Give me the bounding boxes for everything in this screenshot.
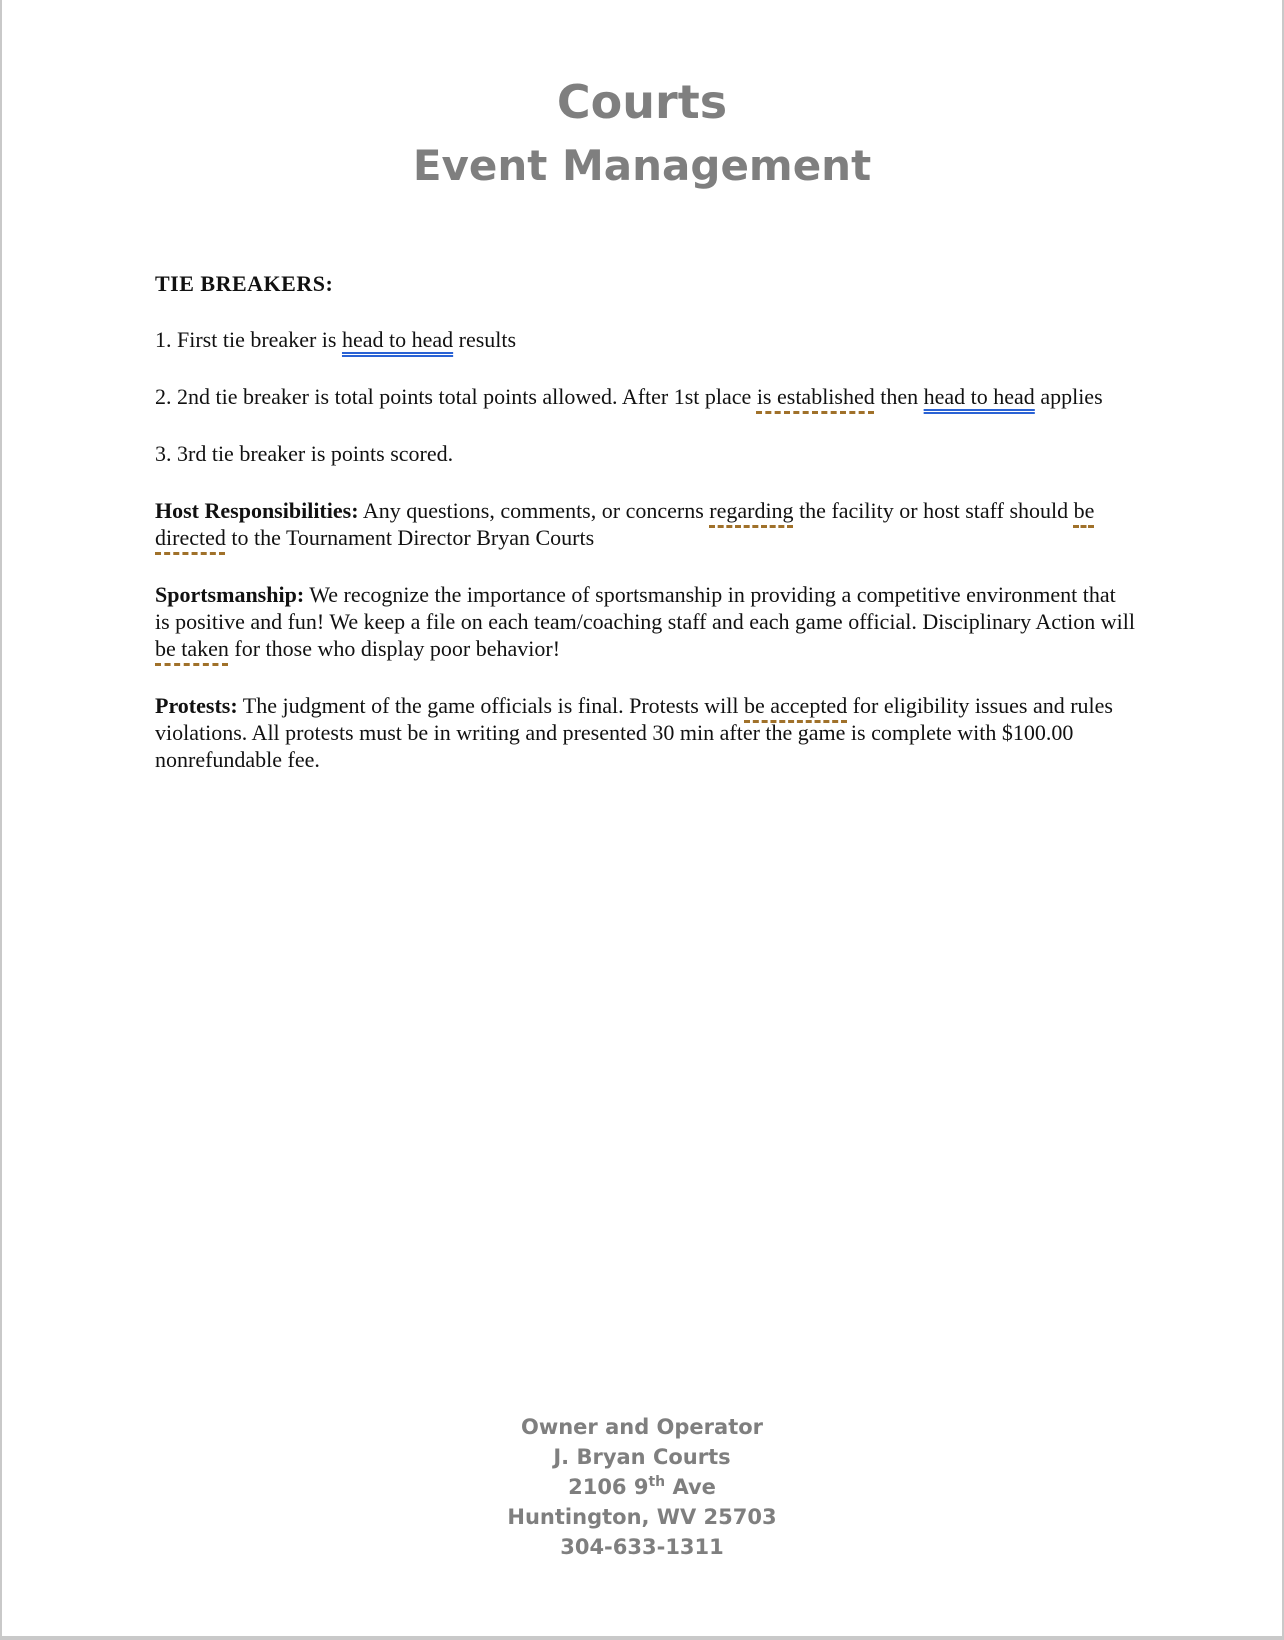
text: applies [1034, 384, 1103, 409]
text: the facility or host staff should [793, 498, 1074, 523]
grammar-flag-be-accepted[interactable]: be accepted [744, 693, 848, 718]
address-superscript: th [648, 1474, 666, 1490]
document-body [155, 270, 1135, 803]
host-responsibilities-label: Host Responsibilities: [155, 498, 359, 523]
document-footer [2, 1412, 1282, 1562]
host-responsibilities-paragraph [155, 497, 1135, 551]
footer-name: J. Bryan Courts [553, 1445, 731, 1469]
grammar-flag-is-established[interactable]: is established [756, 384, 875, 409]
tie-breaker-3: 3. 3rd tie breaker is points scored. [155, 441, 454, 466]
document-page [2, 0, 1282, 1636]
text: to the Tournament Director Bryan Courts [225, 525, 595, 550]
grammar-flag-regarding[interactable]: regarding [709, 498, 794, 523]
title-event-management: Event Management [412, 141, 872, 190]
document-header [2, 70, 1282, 198]
style-suggestion-head-to-head[interactable]: head to head [341, 327, 454, 352]
text: 2. 2nd tie breaker is total points total points allowed. After 1st place [155, 384, 757, 409]
text: 1. First tie breaker is [155, 327, 342, 352]
style-suggestion-head-to-head[interactable]: head to head [923, 384, 1035, 409]
text: We recognize the importance of sportsmanship in providing a competitive environment that is positive and fun! We keep a file on each team/coaching staff and each game official. Disciplinary Action will [155, 582, 1135, 634]
grammar-flag-be-directed[interactable]: be directed [155, 498, 1095, 550]
address-street: Ave [665, 1475, 716, 1499]
grammar-flag-be-taken[interactable]: be taken [155, 636, 229, 661]
footer-city: Huntington, WV 25703 [507, 1505, 777, 1529]
text: for those who display poor behavior! [228, 636, 561, 661]
tie-breaker-2 [155, 383, 1135, 410]
address-number: 2106 9 [568, 1475, 649, 1499]
sportsmanship-label: Sportsmanship: [155, 582, 305, 607]
sportsmanship-paragraph [155, 581, 1135, 662]
title-courts: Courts [556, 75, 728, 129]
footer-address [2, 1472, 1282, 1502]
text: Any questions, comments, or concerns [358, 498, 710, 523]
tie-breakers-heading: TIE BREAKERS: [155, 271, 334, 296]
text: for eligibility issues and rules violations. All protests must be in writing and presented 30 min after the game is complete with $100.00 nonrefundable fee. [155, 693, 1113, 772]
tie-breaker-1 [155, 326, 1135, 353]
protests-label: Protests: [155, 693, 238, 718]
footer-phone: 304-633-1311 [560, 1535, 724, 1559]
protests-paragraph [155, 692, 1135, 773]
text: The judgment of the game officials is final. Protests will [237, 693, 744, 718]
text: then [874, 384, 924, 409]
footer-role: Owner and Operator [520, 1415, 764, 1439]
text: results [453, 327, 517, 352]
